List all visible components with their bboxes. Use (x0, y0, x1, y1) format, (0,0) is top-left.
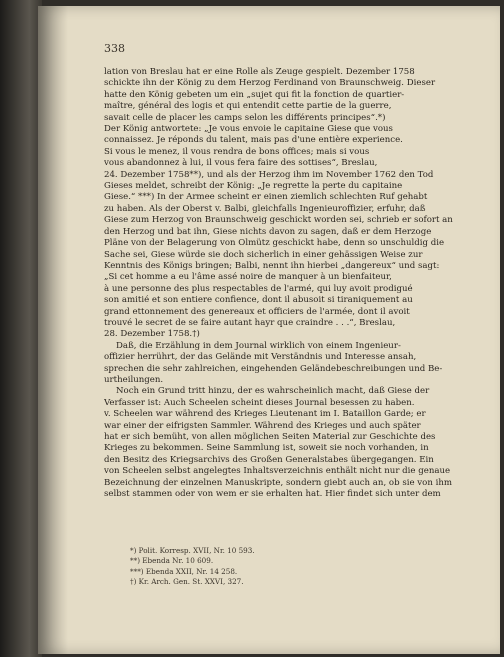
text-line: v. Scheelen war während des Krieges Lieutenant im I. Bataillon Garde; er (104, 409, 426, 420)
text-line: vous abandonnez à lui, il vous fera faire des sottises“, Breslau, (104, 158, 378, 169)
footnote: *) Polit. Korresp. XVII, Nr. 10 593. (130, 546, 255, 555)
text-line: Noch ein Grund tritt hinzu, der es wahrscheinlich macht, daß Giese der (116, 386, 430, 397)
footnote: †) Kr. Arch. Gen. St. XXVI, 327. (130, 577, 244, 587)
text-line: Giese.“ ***) In der Armee scheint er einen ziemlich schlechten Ruf gehabt (104, 192, 428, 203)
text-line: Pläne von der Belagerung von Olmütz geschickt habe, denn so unschuldig die (104, 238, 445, 249)
text-line: urtheilungen. (104, 374, 164, 385)
text-line: hat er sich bemüht, von allen möglichen Seiten Material zur Geschichte des (104, 432, 436, 442)
footnote: ***) Ebenda XXII, Nr. 14 258. (130, 566, 238, 576)
text-line: den Herzog und bat ihn, Giese nichts davon zu sagen, daß er dem Herzoge (104, 226, 432, 237)
text-line: connaissez. Je réponds du talent, mais pas d'une entière experience. (104, 135, 403, 146)
text-line: „Si cet homme a eu l'âme assé noire de manquer à un bienfaiteur, (104, 272, 392, 283)
book-edge (0, 0, 42, 657)
paragraph-3 (104, 386, 484, 500)
text-line: Gieses meldet, schreibt der König: „Je regrette la perte du capitaine (104, 181, 403, 192)
text-line: Sache sei, Giese würde sie doch sicherlich in einer gehässigen Weise zur (104, 249, 423, 260)
text-line: à une personne des plus respectables de l'armé, qui luy avoit prodigué (104, 283, 413, 294)
text-line: schickte ihn der König zu dem Herzog Ferdinand von Braunschweig. Dieser (104, 78, 436, 89)
text-line: lation von Breslau hat er eine Rolle als Zeuge gespielt. Dezember 1758 (104, 67, 415, 77)
text-line: Si vous le menez, il vous rendra de bons offices; mais si vous (104, 146, 370, 157)
body-text (104, 67, 484, 500)
paragraph-1 (104, 67, 484, 341)
footnotes (130, 546, 470, 588)
text-line: von Scheelen selbst angelegtes Inhaltsverzeichnis enthält nicht nur die genaue (104, 466, 451, 477)
text-line: 28. Dezember 1758.†) (104, 329, 200, 340)
text-line: trouvé le secret de se faire autant hayr que craindre . . .“, Breslau, (104, 317, 396, 328)
page-number: 338 (104, 42, 125, 55)
text-line: maître, général des logis et qui entendit cette partie de la guerre, (104, 101, 392, 112)
text-line: Krieges zu bekommen. Seine Sammlung ist, soweit sie noch vorhanden, in (104, 443, 429, 454)
text-line: son amitié et son entiere confience, dont il abusoit si tiraniquement au (104, 295, 413, 306)
text-line: war einer der eifrigsten Sammler. Während des Krieges und auch später (104, 420, 421, 431)
text-line: offizier herrührt, der das Gelände mit Verständnis und Interesse ansah, (104, 352, 417, 363)
text-line: Bezeichnung der einzelnen Manuskripte, sondern giebt auch an, ob sie von ihm (104, 477, 453, 488)
text-line: Verfasser ist: Auch Scheelen scheint dieses Journal besessen zu haben. (104, 397, 415, 408)
text-line: grand ettonnement des genereaux et officiers de l'armée, dont il avoit (104, 306, 410, 317)
text-line: Kenntnis des Königs bringen; Balbi, nennt ihn hierbei „dangereux“ und sagt: (104, 260, 440, 271)
text-line: Giese zum Herzog von Braunschweig geschickt worden sei, schrieb er sofort an (104, 215, 453, 226)
text-line: Der König antwortete: „Je vous envoie le capitaine Giese que vous (104, 124, 393, 135)
text-line: Daß, die Erzählung in dem Journal wirklich von einem Ingenieur- (116, 340, 401, 351)
text-line: selbst stammen oder von wem er sie erhalten hat. Hier findet sich unter dem (104, 489, 441, 500)
paragraph-2 (104, 341, 484, 387)
footnote: **) Ebenda Nr. 10 609. (130, 556, 214, 566)
text-line: savait celle de placer les camps selon les différents principes“.*) (104, 112, 386, 123)
text-line: den Besitz des Kriegsarchivs des Großen Generalstabes übergegangen. Ein (104, 454, 434, 465)
text-line: hatte den König gebeten um ein „sujet qui fit la fonction de quartier- (104, 89, 405, 100)
text-line: sprechen die sehr zahlreichen, eingehenden Geländebeschreibungen und Be- (104, 363, 443, 374)
spine-shadow (38, 6, 68, 654)
text-line: zu haben. Als der Oberst v. Balbi, gleichfalls Ingenieuroffizier, erfuhr, daß (104, 203, 426, 214)
text-line: 24. Dezember 1758**), und als der Herzog ihm im November 1762 den Tod (104, 169, 434, 180)
